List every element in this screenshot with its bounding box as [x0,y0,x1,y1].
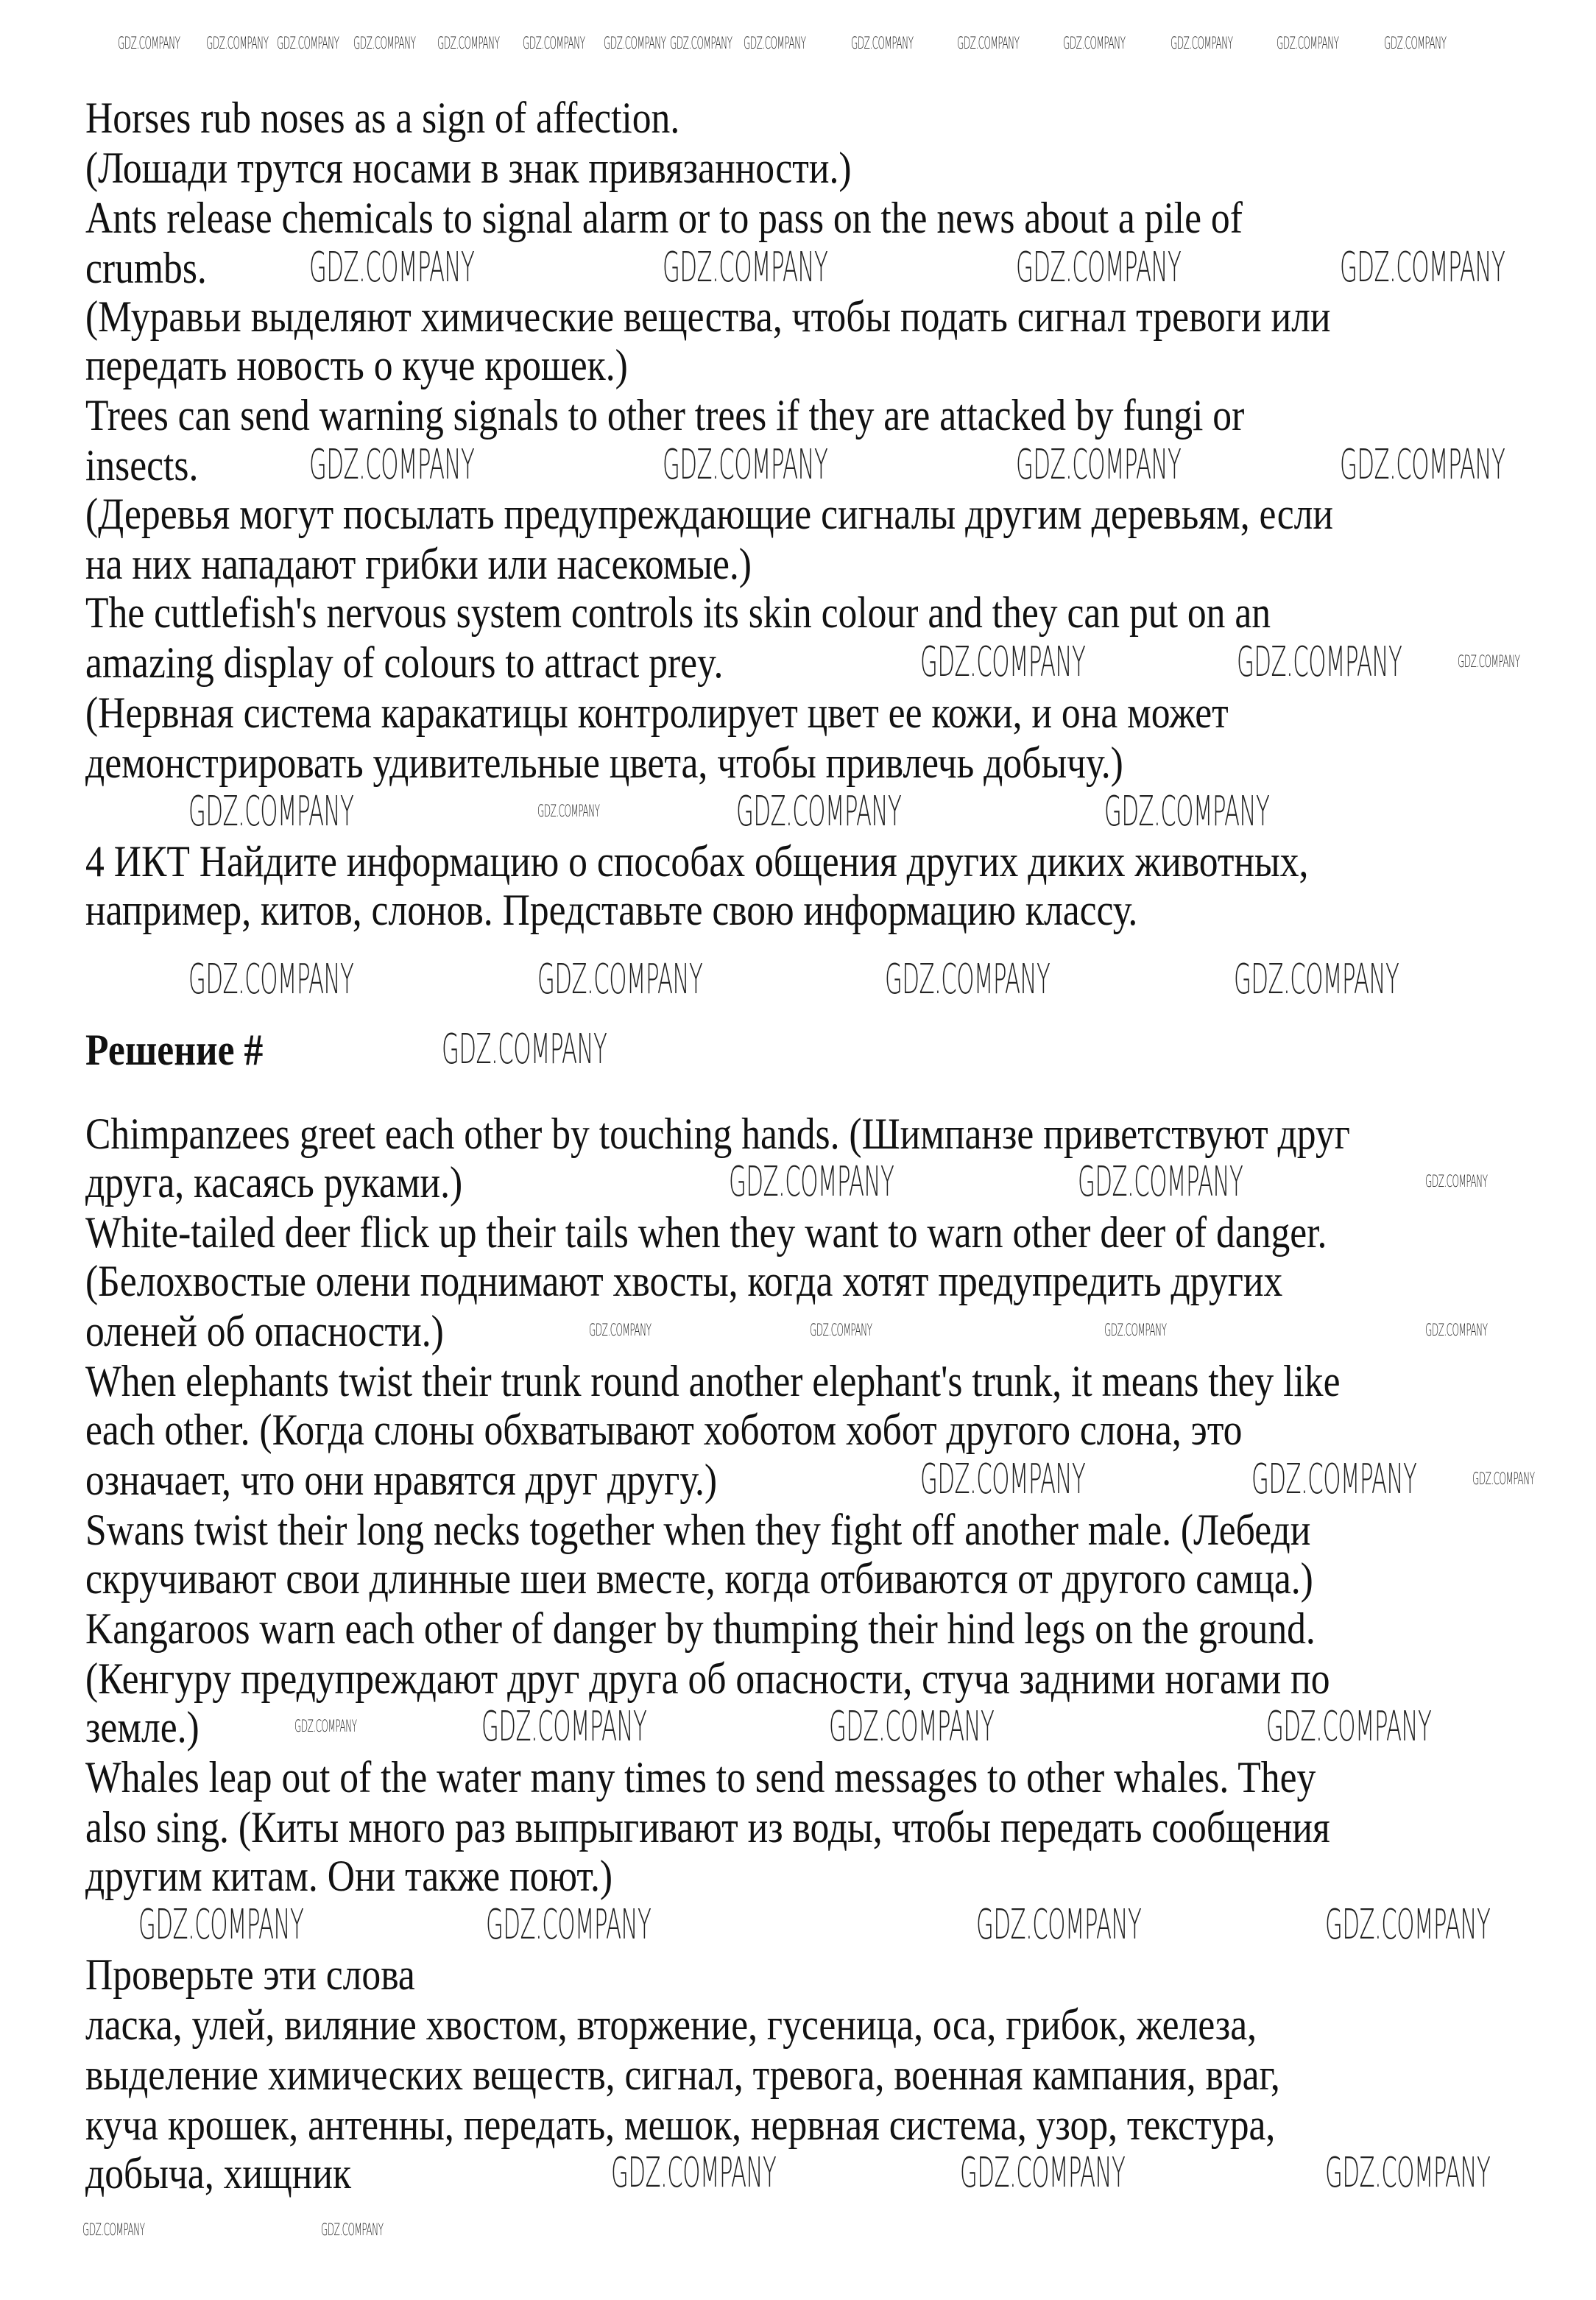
text-line: демонстрировать удивительные цвета, чтобы привлечь добычу.) [85,738,1123,787]
watermark: GDZ.COMPANY [294,1718,357,1736]
watermark: GDZ.COMPANY [810,1322,872,1340]
text-line: (Муравьи выделяют химические вещества, чтобы подать сигнал тревоги или [85,292,1331,341]
watermark: GDZ.COMPANY [1104,1322,1167,1340]
watermark: GDZ.COMPANY [589,1322,652,1340]
watermark: GDZ.COMPANY [188,788,354,836]
text-line: Kangaroos warn each other of danger by thumping their hind legs on the ground. [85,1604,1316,1653]
watermark: GDZ.COMPANY [670,35,732,53]
text-line: Swans twist their long necks together when they fight off another male. (Лебеди [85,1506,1311,1554]
text-line: Chimpanzees greet each other by touching hands. (Шимпанзе приветствуют друг [85,1110,1350,1158]
watermark: GDZ.COMPANY [1016,441,1182,489]
text-line: (Деревья могут посылать предупреждающие сигналы другим деревьям, если [85,490,1333,538]
watermark: GDZ.COMPANY [353,35,416,53]
watermark: GDZ.COMPANY [663,441,828,489]
watermark: GDZ.COMPANY [976,1901,1142,1949]
text-line: ласка, улей, виляние хвостом, вторжение, гусеница, оса, грибок, железа, [85,2000,1257,2049]
watermark: GDZ.COMPANY [321,2221,384,2240]
text-line: друга, касаясь руками.) [85,1158,463,1207]
watermark: GDZ.COMPANY [1325,1901,1491,1949]
watermark: GDZ.COMPANY [885,956,1051,1003]
watermark: GDZ.COMPANY [1340,244,1505,292]
watermark: GDZ.COMPANY [1251,1456,1417,1503]
watermark: GDZ.COMPANY [1425,1173,1488,1191]
watermark: GDZ.COMPANY [118,35,180,53]
watermark: GDZ.COMPANY [1325,2149,1491,2197]
watermark: GDZ.COMPANY [309,441,475,489]
watermark: GDZ.COMPANY [1237,638,1402,686]
watermark: GDZ.COMPANY [1063,35,1126,53]
text-line: When elephants twist their trunk round another elephant's trunk, it means they like [85,1357,1341,1405]
text-line: оленей об опасности.) [85,1307,444,1355]
watermark: GDZ.COMPANY [1458,653,1520,671]
text-line: The cuttlefish's nervous system controls its skin colour and they can put on an [85,588,1271,637]
watermark: GDZ.COMPANY [1266,1703,1432,1751]
text-line: Проверьте эти слова [85,1950,415,1999]
watermark: GDZ.COMPANY [206,35,269,53]
text-line: выделение химических веществ, сигнал, тревога, военная кампания, враг, [85,2050,1280,2099]
watermark: GDZ.COMPANY [82,2221,145,2240]
watermark: GDZ.COMPANY [920,1456,1086,1503]
text-line: crumbs. [85,244,207,292]
watermark: GDZ.COMPANY [1170,35,1233,53]
watermark: GDZ.COMPANY [960,2149,1126,2197]
watermark: GDZ.COMPANY [437,35,500,53]
solution-heading: Решение # [85,1026,264,1074]
watermark: GDZ.COMPANY [604,35,666,53]
text-line: скручивают свои длинные шеи вместе, когда отбиваются от другого самца.) [85,1554,1313,1603]
watermark: GDZ.COMPANY [1104,788,1270,836]
watermark: GDZ.COMPANY [1277,35,1339,53]
watermark: GDZ.COMPANY [277,35,339,53]
text-line: означает, что они нравятся друг другу.) [85,1456,718,1504]
watermark: GDZ.COMPANY [1384,35,1447,53]
text-line: 4 ИКТ Найдите информацию о способах общения других диких животных, [85,837,1309,886]
watermark: GDZ.COMPANY [611,2149,777,2197]
text-line: на них нападают грибки или насекомые.) [85,540,752,588]
watermark: GDZ.COMPANY [1340,441,1505,489]
watermark: GDZ.COMPANY [442,1026,607,1073]
watermark: GDZ.COMPANY [138,1901,304,1949]
watermark: GDZ.COMPANY [663,244,828,292]
watermark: GDZ.COMPANY [188,956,354,1003]
watermark: GDZ.COMPANY [744,35,806,53]
text-line: например, китов, слонов. Представьте свою информацию классу. [85,886,1138,934]
text-line: (Белохвостые олени поднимают хвосты, когда хотят предупредить других [85,1257,1283,1305]
text-line: White-tailed deer flick up their tails when they want to warn other deer of danger. [85,1208,1327,1257]
watermark: GDZ.COMPANY [920,638,1086,686]
watermark: GDZ.COMPANY [537,956,703,1003]
text-line: Ants release chemicals to signal alarm or to pass on the news about a pile of [85,194,1243,242]
text-line: добыча, хищник [85,2149,352,2198]
watermark: GDZ.COMPANY [537,802,600,821]
text-line: also sing. (Киты много раз выпрыгивают из воды, чтобы передать сообщения [85,1803,1330,1852]
watermark: GDZ.COMPANY [486,1901,652,1949]
watermark: GDZ.COMPANY [523,35,585,53]
text-line: Horses rub noses as a sign of affection. [85,94,680,142]
text-line: each other. (Когда слоны обхватывают хоботом хобот другого слона, это [85,1405,1243,1454]
text-line: (Нервная система каракатицы контролирует цвет ее кожи, и она может [85,688,1229,737]
watermark: GDZ.COMPANY [829,1703,995,1751]
text-line: другим китам. Они также поют.) [85,1852,613,1900]
text-line: передать новость о куче крошек.) [85,341,628,389]
watermark: GDZ.COMPANY [1078,1158,1243,1206]
text-line: (Кенгуру предупреждают друг друга об опасности, стуча задними ногами по [85,1654,1330,1703]
watermark: GDZ.COMPANY [851,35,914,53]
watermark: GDZ.COMPANY [1016,244,1182,292]
text-line: Trees can send warning signals to other trees if they are attacked by fungi or [85,391,1245,440]
text-line: куча крошек, антенны, передать, мешок, нервная система, узор, текстура, [85,2100,1276,2149]
text-line: insects. [85,441,199,490]
watermark: GDZ.COMPANY [481,1703,647,1751]
watermark: GDZ.COMPANY [309,244,475,292]
text-line: Whales leap out of the water many times to send messages to other whales. They [85,1753,1316,1802]
watermark: GDZ.COMPANY [729,1158,894,1206]
watermark: GDZ.COMPANY [1472,1470,1535,1489]
watermark: GDZ.COMPANY [957,35,1020,53]
text-line: (Лошади трутся носами в знак привязанности.) [85,144,852,192]
watermark: GDZ.COMPANY [736,788,902,836]
watermark: GDZ.COMPANY [1425,1322,1488,1340]
watermark: GDZ.COMPANY [1234,956,1399,1003]
text-line: земле.) [85,1703,200,1752]
text-line: amazing display of colours to attract prey. [85,638,724,687]
